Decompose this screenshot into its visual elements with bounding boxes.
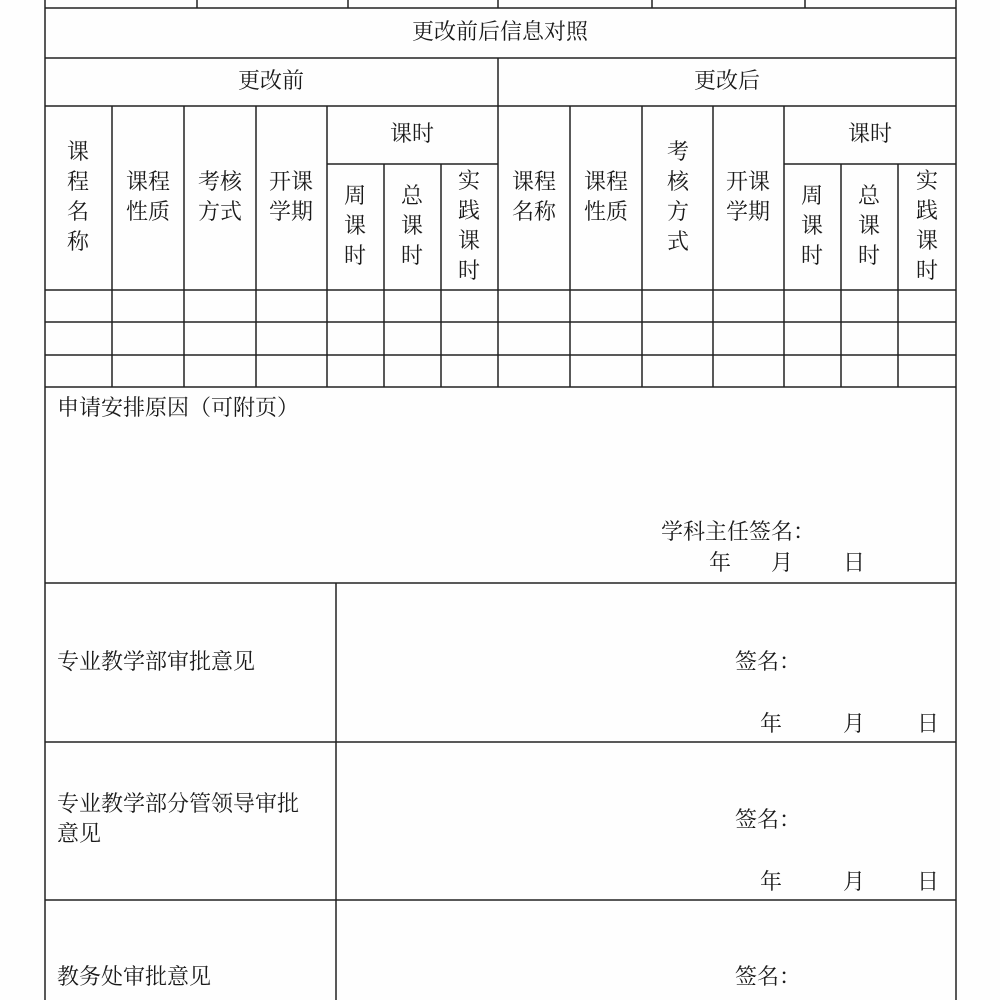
academic-affairs-signature-label: 签名： <box>735 965 802 990</box>
after-label: 更改后 <box>693 69 761 94</box>
department-day-label: 日 <box>917 712 940 737</box>
reason-day-label: 日 <box>843 551 866 576</box>
department-leader-approval-label: 专业教学部分管领导审批 意见 <box>57 792 300 847</box>
after-assessment-header: 考 核 方 式 <box>666 140 690 255</box>
department-approval-label: 专业教学部审批意见 <box>57 650 256 675</box>
before-practice-hours-header: 实 践 课 时 <box>457 169 481 284</box>
department-leader-month-label: 月 <box>843 870 866 895</box>
reason-label: 申请安排原因（可附页） <box>57 396 300 421</box>
after-course-name-header: 课程 名称 <box>511 170 557 225</box>
academic-affairs-approval-label: 教务处审批意见 <box>57 965 212 990</box>
reason-year-label: 年 <box>709 551 732 576</box>
reason-month-label: 月 <box>771 551 794 576</box>
department-leader-signature-label: 签名： <box>735 808 802 833</box>
before-semester-header: 开课 学期 <box>268 170 314 225</box>
before-hours-label: 课时 <box>389 122 435 147</box>
section-title: 更改前后信息对照 <box>411 20 589 45</box>
department-signature-label: 签名： <box>735 650 802 675</box>
before-weekly-hours-header: 周 课 时 <box>343 184 367 269</box>
before-assessment-header: 考核 方式 <box>197 170 243 225</box>
before-course-nature-header: 课程 性质 <box>125 170 171 225</box>
before-course-name-header: 课 程 名 称 <box>66 140 90 255</box>
before-label: 更改前 <box>237 69 305 94</box>
after-total-hours-header: 总 课 时 <box>857 184 881 269</box>
after-hours-label: 课时 <box>847 122 893 147</box>
department-month-label: 月 <box>843 712 866 737</box>
subject-director-signature-label: 学科主任签名： <box>661 520 816 545</box>
after-weekly-hours-header: 周 课 时 <box>800 184 824 269</box>
department-leader-year-label: 年 <box>760 870 783 895</box>
after-semester-header: 开课 学期 <box>725 170 771 225</box>
after-course-nature-header: 课程 性质 <box>583 170 629 225</box>
department-year-label: 年 <box>760 712 783 737</box>
before-total-hours-header: 总 课 时 <box>400 184 424 269</box>
after-practice-hours-header: 实 践 课 时 <box>915 169 939 284</box>
department-leader-day-label: 日 <box>917 870 940 895</box>
